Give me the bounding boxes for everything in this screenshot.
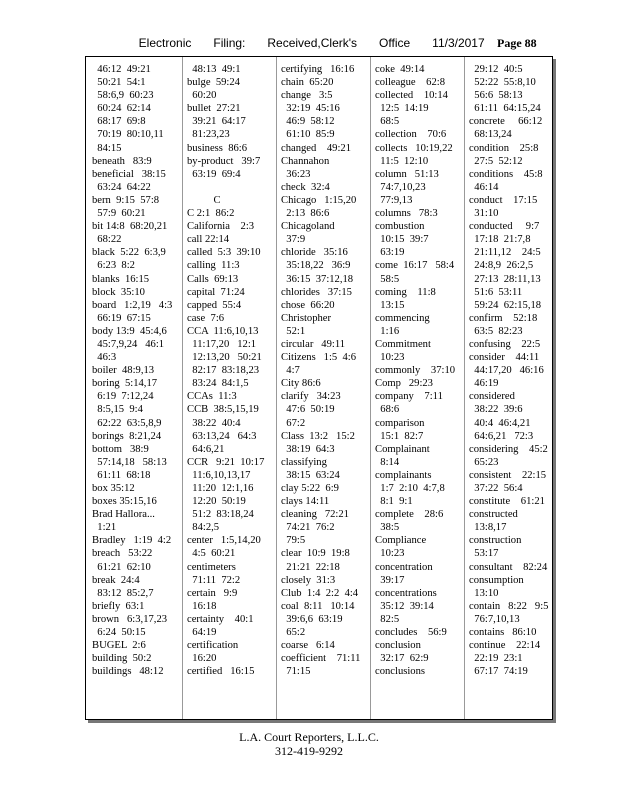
index-entry-line: 68:22 (92, 234, 122, 246)
index-entry-line: 39:17 (375, 574, 405, 586)
index-entry-line: 1:21 (92, 522, 117, 534)
index-entry-line: borings 8:21,24 (92, 430, 162, 442)
index-entry-line: boxes 35:15,16 (92, 496, 157, 508)
index-entry-line: 37:9 (281, 234, 306, 246)
index-entry-line: calling 11:3 (187, 260, 240, 272)
index-entry-line: combustion (375, 221, 425, 233)
index-entry-line: 63:19 69:4 (187, 168, 241, 180)
index-entry-line: breach 53:22 (92, 548, 153, 560)
filing-header (132, 22, 507, 50)
index-entry-line: 61:10 85:9 (281, 129, 335, 141)
index-entry-line: commonly 37:10 (375, 365, 456, 377)
header-part: Electronic (138, 36, 192, 50)
index-entry-line: 11:20 12:1,16 (187, 483, 254, 494)
index-entry-line: 6:24 50:15 (92, 627, 146, 639)
index-entry-line: 63:19 (375, 247, 405, 259)
index-entry-line: case 7:6 (187, 312, 225, 324)
index-entry-line: 65:2 (281, 627, 306, 639)
index-entry-line: 74:7,10,23 (375, 181, 426, 193)
header-part: Received,Clerk's (267, 36, 358, 50)
index-entry-line: board 1:2,19 4:3 (92, 299, 173, 311)
index-entry-line: 46:3 (92, 352, 117, 364)
index-entry-line: 58:5 (375, 273, 400, 285)
index-entry-line: 8:14 (375, 456, 400, 468)
index-entry-line: coal 8:11 10:14 (281, 600, 355, 612)
index-entry-line: California 2:3 (187, 221, 255, 233)
index-entry-line: 52:1 (281, 325, 306, 337)
index-entry-line: center 1:5,14,20 (187, 535, 261, 547)
index-entry-line: CCAs 11:3 (187, 391, 237, 403)
index-entry-line: conclusion (375, 640, 421, 652)
index-entry-line: City 86:6 (281, 378, 321, 390)
index-entry-line: 64:6,21 72:3 (469, 430, 534, 442)
index-entry-line: 83:12 85:2,7 (92, 587, 154, 599)
index-entry-line: 82:17 83:18,23 (187, 365, 260, 377)
index-column-5 (469, 63, 548, 678)
index-entry-line: 38:15 63:24 (281, 469, 340, 481)
index-entry-line: constructed (469, 509, 518, 521)
index-entry-line: certain 9:9 (187, 587, 238, 599)
index-entry-line: 4:5 60:21 (187, 548, 236, 560)
index-entry-line: 11:6,10,13,17 (187, 469, 251, 481)
index-entry-line: 84:15 (92, 142, 122, 154)
index-entry-line: 57:14,18 58:13 (92, 456, 167, 468)
index-entry-line: 68:13,24 (469, 129, 512, 141)
index-entry-line: collection 70:6 (375, 129, 447, 141)
index-entry-line: Christopher (281, 312, 332, 324)
index-entry-line: 32:19 45:16 (281, 103, 340, 115)
index-entry-line: 79:5 (281, 535, 306, 547)
index-entry-line: 76:7,10,13 (469, 613, 520, 625)
index-column-4 (375, 63, 455, 678)
index-entry-line: 24:8,9 26:2,5 (469, 260, 534, 272)
index-entry-line: Bradley 1:19 4:2 (92, 535, 172, 547)
index-entry-line: 10:23 (375, 352, 405, 364)
index-entry-line: 51:6 53:11 (469, 286, 523, 298)
index-entry-line: chain 65:20 (281, 77, 334, 89)
index-entry-line: Commitment (375, 338, 431, 350)
index-entry-line: 63:5 82:23 (469, 325, 523, 337)
index-entry-line: check 32:4 (281, 181, 330, 193)
index-entry-line: comparison (375, 417, 425, 429)
index-entry-line: 10:15 39:7 (375, 234, 429, 246)
index-entry-line: conclusions (375, 666, 426, 678)
index-entry-line: 63:13,24 64:3 (187, 430, 257, 442)
index-entry-line: 6:23 8:2 (92, 260, 135, 272)
index-entry-line: certifying 16:16 (281, 64, 355, 75)
column-divider (182, 57, 183, 719)
index-entry-line: Citizens 1:5 4:6 (281, 352, 357, 364)
index-entry-line: break 24:4 (92, 574, 140, 586)
index-entry-line: 40:4 46:4,21 (469, 417, 531, 429)
index-entry-line: constitute 61:21 (469, 496, 545, 508)
index-entry-line: 16:18 (187, 600, 217, 612)
index-entry-line: 16:20 (187, 653, 217, 665)
index-entry-line: 51:2 83:18,24 (187, 509, 254, 521)
index-entry-line: 46:14 (469, 181, 499, 193)
index-entry-line: 2:13 86:6 (281, 208, 330, 220)
index-entry-line: 38:22 39:6 (469, 404, 523, 416)
index-entry-line: 31:10 (469, 208, 499, 220)
index-entry-line: 15:1 82:7 (375, 430, 424, 442)
index-entry-line: chlorides 37:15 (281, 286, 352, 298)
index-entry-line: 12:5 14:19 (375, 103, 429, 115)
index-entry-line: Brad Hallora... (92, 509, 155, 521)
index-entry-line: 46:9 58:12 (281, 116, 335, 128)
header-part: Filing: (213, 36, 246, 50)
index-entry-line: 10:23 (375, 548, 405, 560)
index-entry-line: closely 31:3 (281, 574, 336, 586)
index-entry-line: 61:21 62:10 (92, 561, 151, 573)
index-entry-line: Chicagoland (281, 221, 335, 233)
index-entry-line: 68:17 69:8 (92, 116, 146, 128)
index-entry-line: Channahon (281, 155, 330, 167)
index-entry-line: continue 22:14 (469, 640, 541, 652)
index-entry-line: cleaning 72:21 (281, 509, 349, 521)
page-number: Page 88 (497, 36, 537, 50)
index-entry-line: condition 25:8 (469, 142, 539, 154)
index-entry-line: 67:17 74:19 (469, 666, 528, 678)
index-entry-line: conduct 17:15 (469, 194, 538, 206)
index-entry-line: complainants (375, 469, 432, 481)
index-entry-line: Chicago 1:15,20 (281, 194, 357, 206)
index-entry-line: consider 44:11 (469, 352, 540, 364)
index-entry-line: 81:23,23 (187, 129, 230, 141)
index-entry-line: 32:17 62:9 (375, 653, 429, 665)
index-entry-line: 48:13 49:1 (187, 64, 241, 75)
index-entry-line: C 2:1 86:2 (187, 208, 235, 220)
index-entry-line: coarse 6:14 (281, 640, 335, 652)
index-entry-line: boiler 48:9,13 (92, 365, 155, 377)
index-entry-line: 38:22 40:4 (187, 417, 241, 429)
index-entry-line: Comp 29:23 (375, 378, 433, 390)
index-entry-line: 29:12 40:5 (469, 64, 523, 75)
index-entry-line: CCA 11:6,10,13 (187, 325, 259, 337)
index-entry-line: 64:6,21 (187, 443, 225, 455)
index-entry-line: clear 10:9 19:8 (281, 548, 350, 560)
index-entry-line: classifying (281, 456, 327, 468)
index-entry-line: colleague 62:8 (375, 77, 446, 89)
column-divider (276, 57, 277, 719)
index-entry-line: 58:6,9 60:23 (92, 90, 154, 102)
index-entry-line: conditions 45:8 (469, 168, 543, 180)
index-entry-line: 71:11 72:2 (187, 574, 241, 586)
index-entry-line: 50:21 54:1 (92, 77, 146, 89)
index-entry-line: 62:22 63:5,8,9 (92, 417, 162, 429)
index-entry-line: coke 49:14 (375, 64, 425, 75)
index-entry-line: concentration (375, 561, 433, 573)
index-entry-line: 1:7 2:10 4:7,8 (375, 483, 445, 494)
index-entry-line: 52:22 55:8,10 (469, 77, 536, 89)
index-entry-line: 74:21 76:2 (281, 522, 335, 534)
index-entry-line: 60:20 (187, 90, 217, 102)
index-entry-line: 27:13 28:11,13 (469, 273, 541, 285)
header-part: Office (379, 36, 411, 50)
index-entry-line: 82:5 (375, 613, 400, 625)
index-entry-line: concludes 56:9 (375, 627, 447, 639)
index-entry-line: Club 1:4 2:2 4:4 (281, 587, 359, 599)
index-entry-line: bit 14:8 68:20,21 (92, 221, 168, 233)
index-entry-line: 77:9,13 (375, 194, 413, 206)
index-entry-line: Complainant (375, 443, 430, 455)
index-entry-line: confirm 52:18 (469, 312, 538, 324)
index-entry-line: commencing (375, 312, 430, 324)
index-entry-line: 8:5,15 9:4 (92, 404, 143, 416)
index-entry-line: bern 9:15 57:8 (92, 194, 160, 206)
index-entry-line: 61:11 64:15,24 (469, 103, 541, 115)
index-entry-line: column 51:13 (375, 168, 439, 180)
index-entry-line: Class 13:2 15:2 (281, 430, 355, 442)
index-entry-line: Calls 69:13 (187, 273, 239, 285)
index-entry-line: contain 8:22 9:5 (469, 600, 549, 612)
index-entry-line: considering 45:2 (469, 443, 548, 455)
index-entry-line: beneath 83:9 (92, 155, 152, 167)
index-entry-line: 13:8,17 (469, 522, 507, 534)
index-entry-line: 66:19 67:15 (92, 312, 151, 324)
footer (0, 730, 618, 758)
index-entry-line: clay 5:22 6:9 (281, 483, 339, 494)
index-entry-line: chloride 35:16 (281, 247, 348, 259)
index-entry-line: 12:13,20 50:21 (187, 352, 262, 364)
index-entry-line: 6:19 7:12,24 (92, 391, 154, 403)
index-entry-line: 53:17 (469, 548, 499, 560)
index-entry-line: 44:17,20 46:16 (469, 365, 544, 377)
index-entry-line: briefly 63:1 (92, 600, 145, 612)
index-entry-line: 70:19 80:10,11 (92, 129, 164, 141)
index-entry-line: columns 78:3 (375, 208, 438, 220)
index-entry-line: 63:24 64:22 (92, 181, 151, 193)
index-entry-line: 11:5 12:10 (375, 155, 429, 167)
index-entry-line: capital 71:24 (187, 286, 245, 298)
index-entry-line: confusing 22:5 (469, 338, 541, 350)
index-entry-line: body 13:9 45:4,6 (92, 325, 167, 337)
index-entry-line: 46:12 49:21 (92, 64, 151, 75)
index-entry-line: change 3:5 (281, 90, 333, 102)
index-entry-line: building 50:2 (92, 653, 152, 665)
index-entry-line: 67:2 (281, 417, 306, 429)
index-entry-line: 60:24 62:14 (92, 103, 151, 115)
footer-phone: 312-419-9292 (275, 744, 343, 758)
index-entry-line: centimeters (187, 561, 236, 573)
index-entry-line: C (187, 194, 221, 206)
index-entry-line: consultant 82:24 (469, 561, 548, 573)
index-entry-line: 38:19 64:3 (281, 443, 335, 455)
index-entry-line: 21:11,12 24:5 (469, 247, 541, 259)
index-entry-line: changed 49:21 (281, 142, 352, 154)
index-entry-line: 8:1 9:1 (375, 496, 413, 508)
index-entry-line: 57:9 60:21 (92, 208, 146, 220)
index-entry-line: 35:18,22 36:9 (281, 260, 351, 272)
index-entry-line: collected 10:14 (375, 90, 448, 102)
index-entry-line: clarify 34:23 (281, 391, 341, 403)
index-entry-line: 12:20 50:19 (187, 496, 246, 508)
index-entry-line: 47:6 50:19 (281, 404, 335, 416)
index-entry-line: 39:21 64:17 (187, 116, 246, 128)
header-part: 11/3/2017 (432, 36, 485, 50)
index-entry-line (187, 181, 264, 194)
index-entry-line: Compliance (375, 535, 427, 547)
index-entry-line: concentrations (375, 587, 437, 599)
index-entry-line: come 16:17 58:4 (375, 260, 455, 272)
index-entry-line: CCR 9:21 10:17 (187, 456, 265, 468)
index-entry-line: 65:23 (469, 456, 499, 468)
index-entry-line: circular 49:11 (281, 338, 346, 350)
index-entry-line: 11:17,20 12:1 (187, 338, 257, 350)
index-entry-line: 83:24 84:1,5 (187, 378, 249, 390)
index-entry-line: 45:7,9,24 46:1 (92, 338, 165, 350)
index-entry-line: black 5:22 6:3,9 (92, 247, 166, 259)
index-entry-line: concrete 66:12 (469, 116, 543, 128)
index-entry-line: 37:22 56:4 (469, 483, 523, 494)
index-entry-line: 1:16 (375, 325, 400, 337)
index-entry-line: 27:5 52:12 (469, 155, 523, 167)
index-entry-line: bullet 27:21 (187, 103, 241, 115)
index-entry-line: construction (469, 535, 522, 547)
index-entry-line: box 35:12 (92, 483, 135, 494)
index-entry-line: 13:15 (375, 299, 405, 311)
column-divider (370, 57, 371, 719)
index-entry-line: 13:10 (469, 587, 499, 599)
index-entry-line: certainty 40:1 (187, 613, 254, 625)
index-entry-line: 61:11 68:18 (92, 469, 151, 481)
index-entry-line: clays 14:11 (281, 496, 330, 508)
footer-company: L.A. Court Reporters, L.L.C. (239, 730, 379, 744)
index-entry-line: complete 28:6 (375, 509, 444, 521)
index-entry-line: by-product 39:7 (187, 155, 261, 167)
index-entry-line: 17:18 21:7,8 (469, 234, 531, 246)
index-column-2 (187, 63, 264, 678)
index-entry-line: 68:6 (375, 404, 400, 416)
index-entry-line: business 86:6 (187, 142, 248, 154)
index-entry-line: 46:19 (469, 378, 499, 390)
index-entry-line: 35:12 39:14 (375, 600, 434, 612)
index-entry-line: consumption (469, 574, 524, 586)
index-entry-line: 59:24 62:15,18 (469, 299, 542, 311)
index-column-3 (281, 63, 360, 678)
index-entry-line: company 7:11 (375, 391, 443, 403)
index-entry-line: 38:5 (375, 522, 400, 534)
index-entry-line: 68:5 (375, 116, 400, 128)
column-divider (464, 57, 465, 719)
index-entry-line: 84:2,5 (187, 522, 220, 534)
index-entry-line: call 22:14 (187, 234, 230, 246)
index-entry-line: block 35:10 (92, 286, 145, 298)
index-entry-line: 4:7 (281, 365, 300, 377)
index-entry-line: certified 16:15 (187, 666, 255, 678)
index-entry-line: bottom 38:9 (92, 443, 149, 455)
index-entry-line: certification (187, 640, 239, 652)
index-entry-line: 22:19 23:1 (469, 653, 523, 665)
index-entry-line: consistent 22:15 (469, 469, 547, 481)
index-entry-line: 36:15 37:12,18 (281, 273, 354, 285)
index-column-1 (92, 63, 172, 678)
index-entry-line: conducted 9:7 (469, 221, 540, 233)
index-entry-line: blanks 16:15 (92, 273, 150, 285)
index-entry-line: buildings 48:12 (92, 666, 164, 678)
index-entry-line: collects 10:19,22 (375, 142, 453, 154)
index-entry-line: coefficient 71:11 (281, 653, 361, 665)
index-entry-line: 56:6 58:13 (469, 90, 523, 102)
index-entry-line: considered (469, 391, 515, 403)
index-entry-line: 21:21 22:18 (281, 561, 340, 573)
index-entry-line: contains 86:10 (469, 627, 537, 639)
index-entry-line: called 5:3 39:10 (187, 247, 261, 259)
index-entry-line: coming 11:8 (375, 286, 436, 298)
index-entry-line: capped 55:4 (187, 299, 242, 311)
index-entry-line: BUGEL 2:6 (92, 640, 146, 652)
index-entry-line: CCB 38:5,15,19 (187, 404, 259, 416)
index-entry-line: 71:15 (281, 666, 311, 678)
index-entry-line: brown 6:3,17,23 (92, 613, 168, 625)
index-entry-line: 39:6,6 63:19 (281, 613, 343, 625)
index-entry-line: boring 5:14,17 (92, 378, 158, 390)
index-entry-line: 64:19 (187, 627, 217, 639)
index-entry-line: beneficial 38:15 (92, 168, 166, 180)
index-frame (85, 56, 553, 720)
index-entry-line: bulge 59:24 (187, 77, 240, 89)
index-entry-line: chose 66:20 (281, 299, 335, 311)
index-entry-line: 36:23 (281, 168, 311, 180)
